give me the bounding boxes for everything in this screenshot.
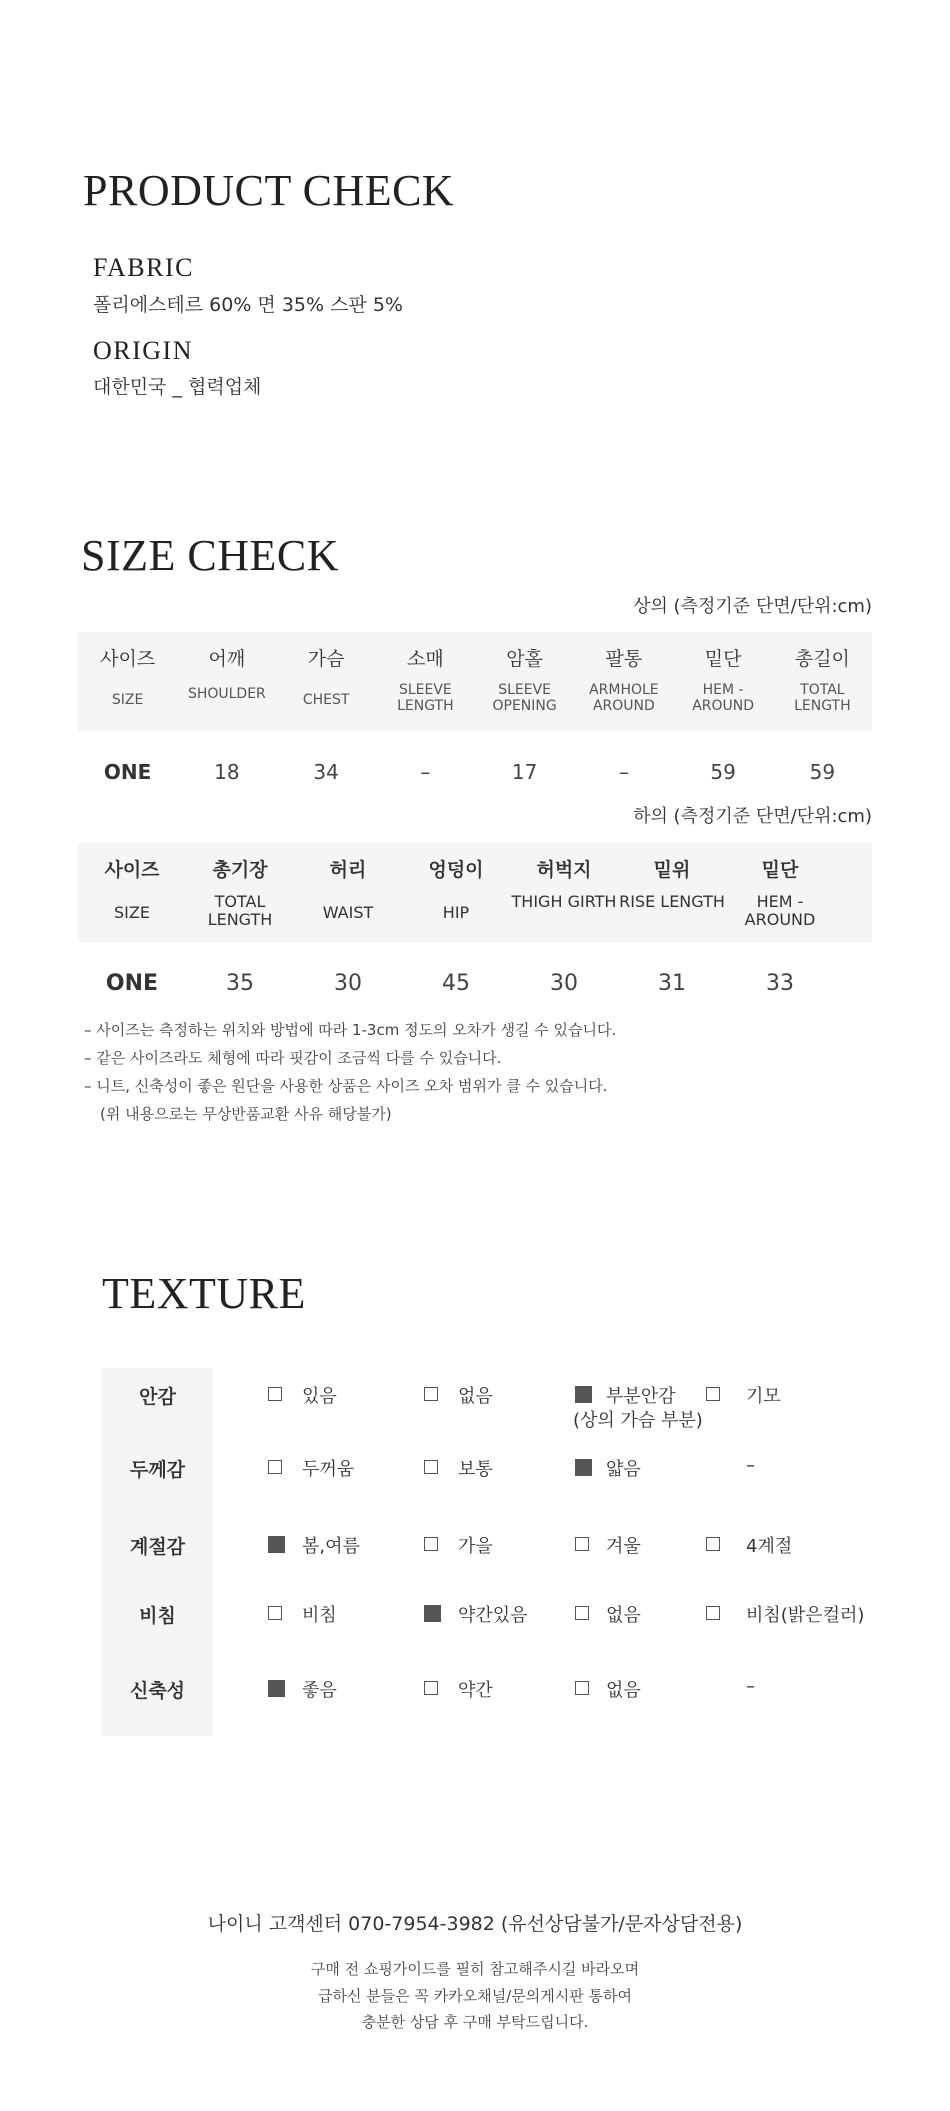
top-header-eng: SLEEVE LENGTH bbox=[376, 682, 475, 731]
size-check-title: SIZE CHECK bbox=[81, 531, 339, 580]
size-note: – 니트, 신축성이 좋은 원단을 사용한 상품은 사이즈 오차 범위가 클 수 있습니다. bbox=[84, 1077, 608, 1095]
texture-option-label: 없음 bbox=[606, 1680, 641, 1701]
top-header-kor: 가슴 bbox=[277, 632, 376, 682]
checkbox bbox=[424, 1460, 438, 1474]
texture-row-label: 안감 bbox=[139, 1386, 176, 1408]
bottom-header-eng: HEM -AROUND bbox=[726, 893, 834, 942]
texture-option-label: 좋음 bbox=[302, 1680, 337, 1701]
texture-option-label: 겨울 bbox=[606, 1536, 641, 1557]
top-header-eng: HEM -AROUND bbox=[674, 682, 773, 731]
top-header-kor: 소매 bbox=[376, 632, 475, 682]
bottom-header-kor-row bbox=[78, 843, 872, 893]
bottom-header-kor: 사이즈 bbox=[78, 843, 186, 893]
checked-checkbox bbox=[268, 1536, 285, 1553]
top-header-kor: 밑단 bbox=[674, 632, 773, 682]
texture-option-label: 두꺼움 bbox=[302, 1459, 355, 1480]
size-note: (위 내용으로는 무상반품교환 사유 해당불가) bbox=[100, 1105, 392, 1123]
value-cell: 18 bbox=[214, 760, 240, 784]
checkbox bbox=[424, 1681, 438, 1695]
fabric-label: FABRIC bbox=[93, 253, 194, 282]
value-cell: – bbox=[618, 760, 629, 784]
bottom-header-kor: 총기장 bbox=[186, 843, 294, 893]
texture-option-label: 비침(밝은컬러) bbox=[746, 1605, 865, 1626]
footer-line: 급하신 분들은 꼭 카카오채널/문의게시판 통하여 bbox=[318, 1987, 632, 2005]
checkbox bbox=[424, 1537, 438, 1551]
size-note: – 같은 사이즈라도 체형에 따라 핏감이 조금씩 다를 수 있습니다. bbox=[84, 1049, 502, 1067]
origin-value: 대한민국 _ 협력업체 bbox=[93, 376, 262, 398]
bottom-header-kor: 밑단 bbox=[726, 843, 834, 893]
texture-row-label: 두께감 bbox=[129, 1459, 186, 1481]
texture-option-label: 가을 bbox=[458, 1536, 493, 1557]
texture-option-sub: (상의 가슴 부분) bbox=[573, 1410, 703, 1431]
bottom-header-kor: 밑위 bbox=[618, 843, 726, 893]
value-cell: 17 bbox=[511, 760, 538, 784]
value-cell: 59 bbox=[710, 760, 736, 784]
checkbox bbox=[575, 1537, 589, 1551]
top-header-eng: CHEST bbox=[277, 682, 376, 731]
texture-option-label: 부분안감 bbox=[606, 1386, 676, 1407]
checkbox bbox=[424, 1387, 438, 1401]
bottom-header-kor: 엉덩이 bbox=[402, 843, 510, 893]
bottom-header-eng: HIP bbox=[402, 893, 510, 942]
bottom-header-eng-row bbox=[78, 893, 872, 942]
bottom-header-eng: SIZE bbox=[78, 893, 186, 942]
size-notes bbox=[84, 1016, 616, 1128]
value-cell: 31 bbox=[658, 970, 686, 996]
size-cell: ONE bbox=[103, 760, 152, 784]
value-cell: 33 bbox=[766, 970, 794, 996]
texture-option-label: 있음 bbox=[302, 1386, 337, 1407]
value-cell: 59 bbox=[809, 760, 836, 784]
bottom-size-row bbox=[78, 942, 872, 1024]
top-header-kor: 팔통 bbox=[574, 632, 673, 682]
texture-option-label: 얇음 bbox=[606, 1459, 641, 1480]
texture-option-label: 비침 bbox=[302, 1605, 337, 1626]
texture-option-label: – bbox=[746, 1455, 755, 1476]
top-header-eng-row bbox=[78, 682, 872, 731]
checkbox bbox=[706, 1606, 720, 1620]
checkbox bbox=[575, 1681, 589, 1695]
checked-checkbox bbox=[575, 1459, 592, 1476]
texture-option-label: 보통 bbox=[458, 1459, 493, 1480]
top-header-kor: 총길이 bbox=[773, 632, 872, 682]
texture-option-label: 기모 bbox=[746, 1386, 781, 1407]
checked-checkbox bbox=[424, 1605, 441, 1622]
bottom-header-kor: 허리 bbox=[294, 843, 402, 893]
top-header-kor: 암홀 bbox=[475, 632, 574, 682]
texture-option-label: 봄,여름 bbox=[302, 1536, 360, 1557]
size-cell: ONE bbox=[105, 970, 159, 996]
top-header-kor: 어깨 bbox=[177, 632, 276, 682]
origin-label: ORIGIN bbox=[93, 336, 193, 365]
texture-title: TEXTURE bbox=[102, 1269, 306, 1318]
value-cell: 35 bbox=[226, 970, 254, 996]
value-cell: – bbox=[420, 760, 431, 784]
top-header-eng: TOTAL LENGTH bbox=[773, 682, 872, 731]
bottom-header-eng: WAIST bbox=[294, 893, 402, 942]
bottom-header-eng: RISE LENGTH bbox=[618, 893, 726, 942]
texture-option-label: 약간있음 bbox=[458, 1605, 528, 1626]
top-header-eng: SIZE bbox=[78, 682, 177, 731]
bottom-header-eng: THIGH GIRTH bbox=[510, 893, 618, 942]
bottom-unit-note: 하의 (측정기준 단면/단위:cm) bbox=[633, 806, 872, 827]
texture-option-label: 없음 bbox=[606, 1605, 641, 1626]
texture-row-label: 비침 bbox=[139, 1605, 176, 1627]
value-cell: 45 bbox=[442, 970, 470, 996]
checked-checkbox bbox=[575, 1386, 592, 1403]
checked-checkbox bbox=[268, 1680, 285, 1697]
value-cell: 30 bbox=[550, 970, 578, 996]
bottom-size-table bbox=[78, 843, 872, 1024]
top-size-table bbox=[78, 632, 872, 813]
texture-option-label: – bbox=[746, 1676, 755, 1697]
checkbox bbox=[268, 1460, 282, 1474]
texture-option-label: 4계절 bbox=[746, 1536, 793, 1557]
checkbox bbox=[706, 1537, 720, 1551]
customer-center: 나이니 고객센터 070-7954-3982 (유선상담불가/문자상담전용) bbox=[207, 1913, 743, 1935]
value-cell: 34 bbox=[313, 760, 339, 784]
top-header-kor-row bbox=[78, 632, 872, 682]
top-header-eng: SLEEVE OPENING bbox=[475, 682, 574, 731]
bottom-header-kor: 허벅지 bbox=[510, 843, 618, 893]
size-note: – 사이즈는 측정하는 위치와 방법에 따라 1-3cm 정도의 오차가 생길 수 있습니다. bbox=[84, 1021, 617, 1039]
checkbox bbox=[575, 1606, 589, 1620]
top-header-kor: 사이즈 bbox=[78, 632, 177, 682]
texture-option-label: 없음 bbox=[458, 1386, 493, 1407]
top-header-eng: SHOULDER bbox=[177, 682, 276, 731]
top-unit-note: 상의 (측정기준 단면/단위:cm) bbox=[633, 596, 872, 617]
checkbox bbox=[706, 1387, 720, 1401]
top-header-eng: ARMHOLE AROUND bbox=[574, 682, 673, 731]
value-cell: 30 bbox=[334, 970, 362, 996]
fabric-value: 폴리에스테르 60% 면 35% 스판 5% bbox=[93, 294, 403, 316]
product-check-title: PRODUCT CHECK bbox=[83, 166, 455, 215]
checkbox bbox=[268, 1387, 282, 1401]
texture-option-label: 약간 bbox=[458, 1680, 493, 1701]
texture-row-label: 신축성 bbox=[129, 1680, 186, 1702]
bottom-header-eng: TOTAL LENGTH bbox=[186, 893, 294, 942]
texture-row-label: 계절감 bbox=[129, 1536, 186, 1558]
top-size-row bbox=[78, 731, 872, 813]
footer-line: 구매 전 쇼핑가이드를 필히 참고해주시길 바라오며 bbox=[310, 1960, 640, 1978]
footer-line: 충분한 상담 후 구매 부탁드립니다. bbox=[361, 2013, 589, 2031]
checkbox bbox=[268, 1606, 282, 1620]
